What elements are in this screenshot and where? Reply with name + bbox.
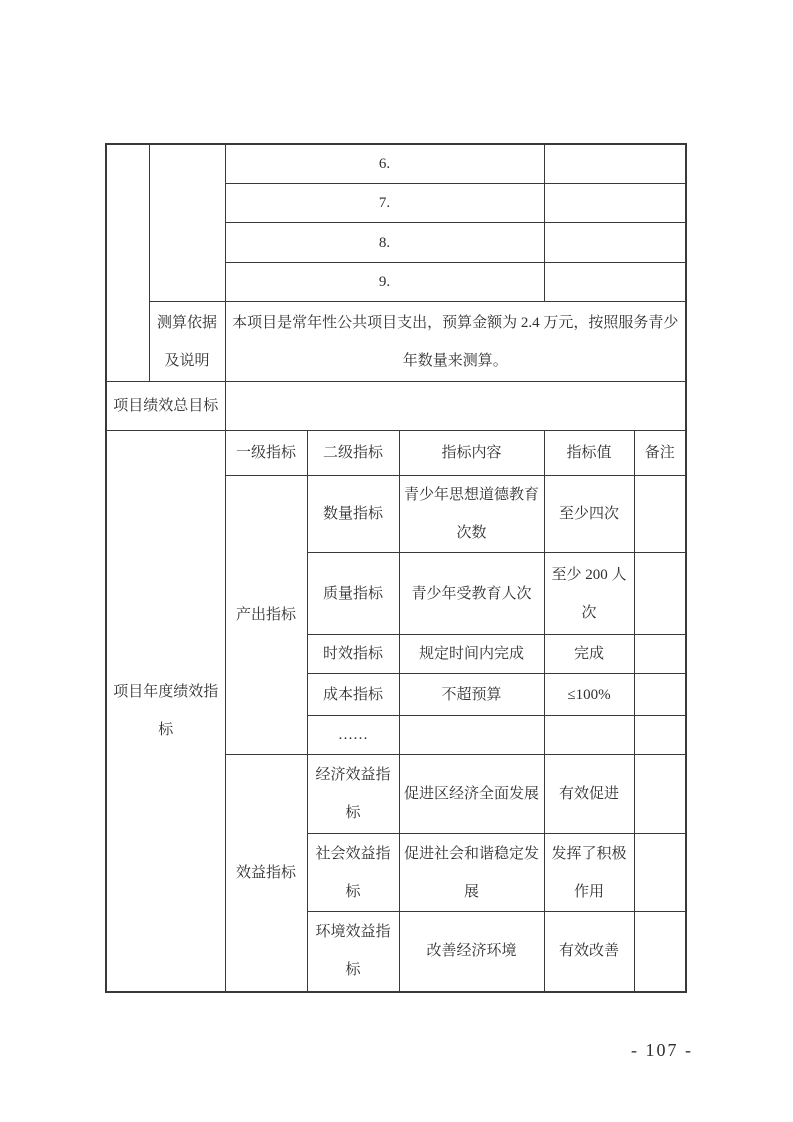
indicator-remark [634, 716, 686, 755]
indicator-level2: 数量指标 [307, 476, 399, 553]
indicator-content: 促进社会和谐稳定发展 [399, 834, 544, 912]
indicator-level2: 环境效益指标 [307, 912, 399, 992]
group-label-output: 产出指标 [225, 476, 307, 755]
indicator-content: 促进区经济全面发展 [399, 755, 544, 834]
indicator-level2: 经济效益指标 [307, 755, 399, 834]
indicator-value: 有效促进 [544, 755, 634, 834]
indicator-content [399, 716, 544, 755]
indicator-remark [634, 476, 686, 553]
measure-basis-content: 本项目是常年性公共项目支出，预算金额为 2.4 万元，按照服务青少年数量来测算。 [225, 302, 686, 382]
indicator-level2: 质量指标 [307, 553, 399, 635]
indicator-value: 至少四次 [544, 476, 634, 553]
numbered-row-value [544, 223, 686, 263]
budget-performance-table [105, 143, 687, 993]
indicator-level2: 社会效益指标 [307, 834, 399, 912]
numbered-row-label: 6. [225, 144, 544, 184]
indicator-remark [634, 635, 686, 674]
left-spacer-cell [106, 144, 149, 382]
indicator-value: 发挥了积极作用 [544, 834, 634, 912]
overall-goal-label: 项目绩效总目标 [106, 382, 225, 431]
header-content: 指标内容 [399, 431, 544, 476]
header-value: 指标值 [544, 431, 634, 476]
indicator-remark [634, 755, 686, 834]
indicator-content: 青少年受教育人次 [399, 553, 544, 635]
header-level2: 二级指标 [307, 431, 399, 476]
indicator-remark [634, 674, 686, 716]
numbered-row-label: 8. [225, 223, 544, 263]
indicator-value: 完成 [544, 635, 634, 674]
indicator-value [544, 716, 634, 755]
page-number: - 107 - [631, 1040, 693, 1060]
indicator-level2: 成本指标 [307, 674, 399, 716]
indicator-value: ≤100% [544, 674, 634, 716]
indicator-level2: …… [307, 716, 399, 755]
header-level1: 一级指标 [225, 431, 307, 476]
numbered-row-value [544, 263, 686, 302]
numbered-row-label: 7. [225, 184, 544, 223]
measure-basis-label: 测算依据及说明 [149, 302, 225, 382]
indicator-remark [634, 553, 686, 635]
group-label-benefit: 效益指标 [225, 755, 307, 992]
numbered-row-label: 9. [225, 263, 544, 302]
numbered-row-value [544, 184, 686, 223]
indicator-content: 不超预算 [399, 674, 544, 716]
label-spacer-cell [149, 144, 225, 302]
indicator-content: 青少年思想道德教育次数 [399, 476, 544, 553]
indicator-remark [634, 912, 686, 992]
indicator-content: 改善经济环境 [399, 912, 544, 992]
indicator-value: 有效改善 [544, 912, 634, 992]
header-remark: 备注 [634, 431, 686, 476]
annual-indicators-label: 项目年度绩效指标 [106, 431, 225, 992]
numbered-row-value [544, 144, 686, 184]
indicator-content: 规定时间内完成 [399, 635, 544, 674]
indicator-level2: 时效指标 [307, 635, 399, 674]
indicator-value: 至少 200 人次 [544, 553, 634, 635]
overall-goal-value [225, 382, 686, 431]
indicator-remark [634, 834, 686, 912]
